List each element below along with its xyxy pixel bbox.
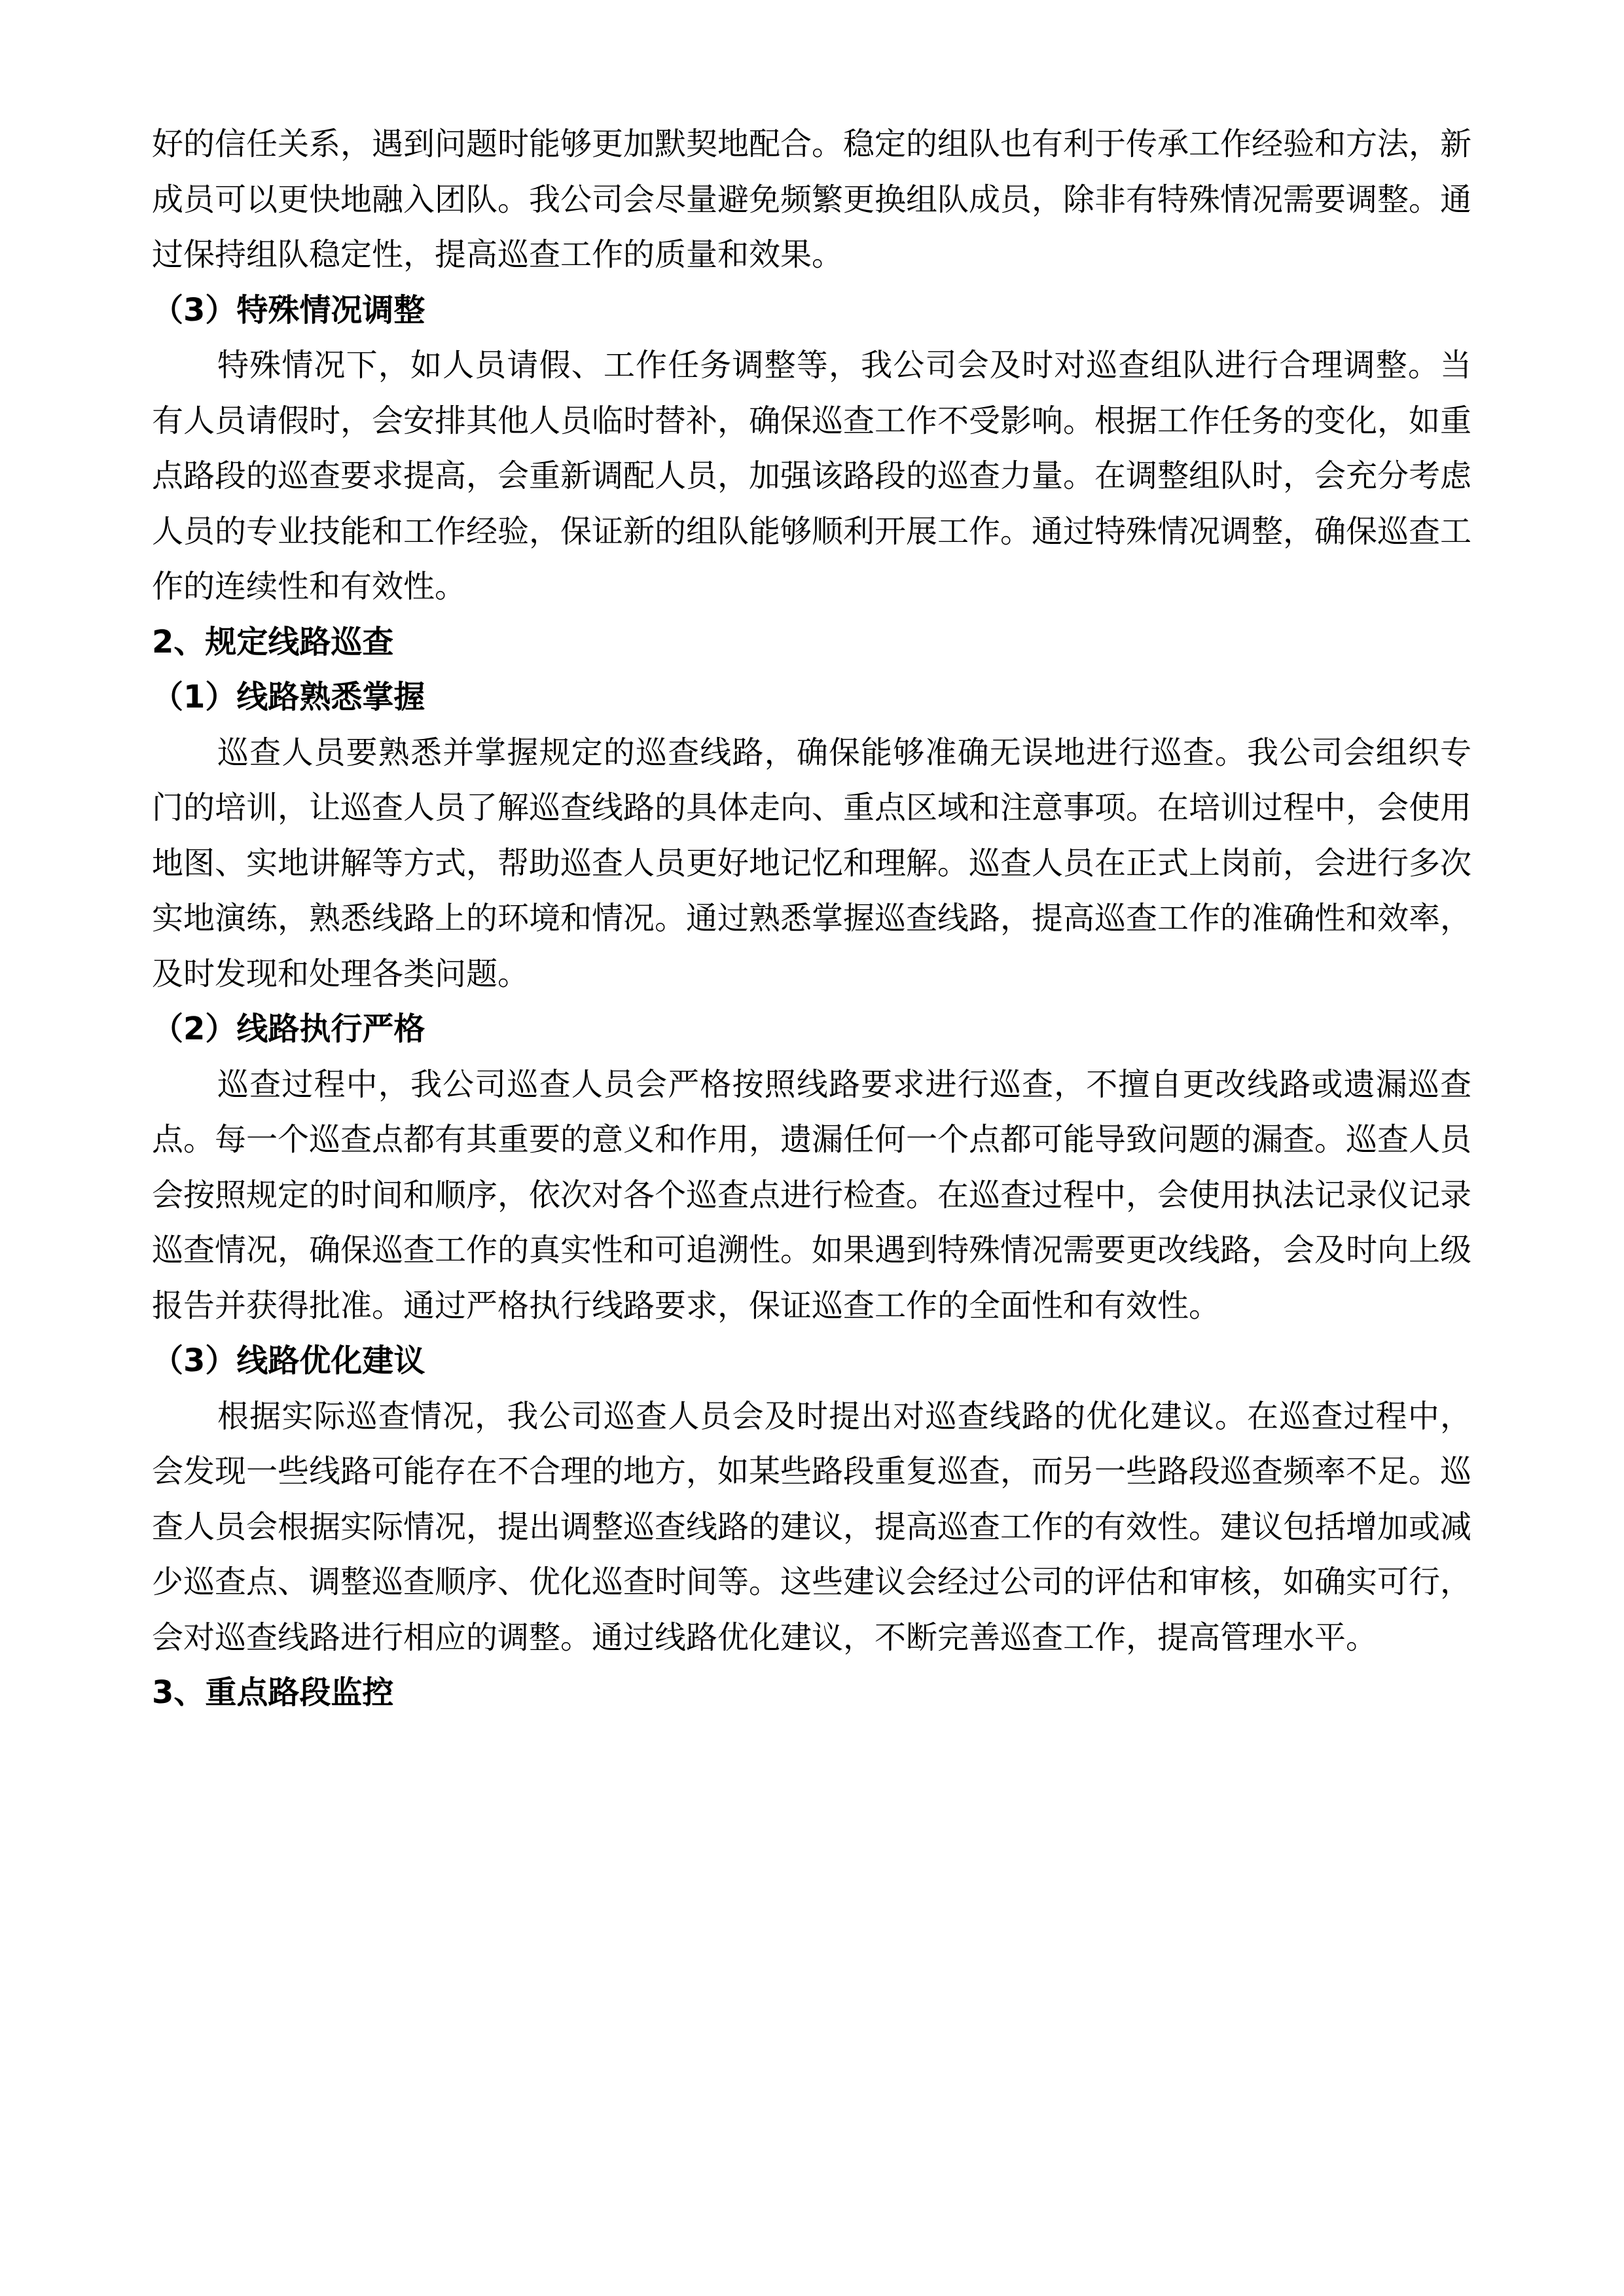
- heading-route-familiarity: （1）线路熟悉掌握: [152, 679, 425, 715]
- paragraph: 根据实际巡查情况，我公司巡查人员会及时提出对巡查线路的优化建议。在巡查过程中，会发现一些线路可能存在不合理的地方，如某些路段重复巡查，而另一些路段巡查频率不足。巡查人员会根据实际情况，提出调整巡查线路的建议，提高巡查工作的有效性。建议包括增加或减少巡查点、调整巡查顺序、优化巡查时间等。这些建议会经过公司的评估和审核，如确实可行，会对巡查线路进行相应的调整。通过线路优化建议，不断完善巡查工作，提高管理水平。: [152, 1397, 1472, 1656]
- paragraph: 好的信任关系，遇到问题时能够更加默契地配合。稳定的组队也有利于传承工作经验和方法，新成员可以更快地融入团队。我公司会尽量避免频繁更换组队成员，除非有特殊情况需要调整。通过保持组队稳定性，提高巡查工作的质量和效果。: [152, 126, 1472, 273]
- paragraph: 巡查过程中，我公司巡查人员会严格按照线路要求进行巡查，不擅自更改线路或遗漏巡查点。每一个巡查点都有其重要的意义和作用，遗漏任何一个点都可能导致问题的漏查。巡查人员会按照规定的时间和顺序，依次对各个巡查点进行检查。在巡查过程中，会使用执法记录仪记录巡查情况，确保巡查工作的真实性和可追溯性。如果遇到特殊情况需要更改线路，会及时向上级报告并获得批准。通过严格执行线路要求，保证巡查工作的全面性和有效性。: [152, 1066, 1472, 1324]
- heading-strict-route-execution: （2）线路执行严格: [152, 1011, 425, 1047]
- document-body: [152, 117, 1471, 1721]
- paragraph: 巡查人员要熟悉并掌握规定的巡查线路，确保能够准确无误地进行巡查。我公司会组织专门的培训，让巡查人员了解巡查线路的具体走向、重点区域和注意事项。在培训过程中，会使用地图、实地讲解等方式，帮助巡查人员更好地记忆和理解。巡查人员在正式上岗前，会进行多次实地演练，熟悉线路上的环境和情况。通过熟悉掌握巡查线路，提高巡查工作的准确性和效率，及时发现和处理各类问题。: [152, 734, 1472, 992]
- heading-key-section-monitoring: 3、重点路段监控: [152, 1674, 394, 1711]
- heading-route-optimization-suggestion: （3）线路优化建议: [152, 1342, 425, 1379]
- heading-special-situation-adjustment: （3）特殊情况调整: [152, 291, 425, 329]
- heading-prescribed-route-patrol: 2、规定线路巡查: [152, 623, 394, 660]
- paragraph: 特殊情况下，如人员请假、工作任务调整等，我公司会及时对巡查组队进行合理调整。当有人员请假时，会安排其他人员临时替补，确保巡查工作不受影响。根据工作任务的变化，如重点路段的巡查要求提高，会重新调配人员，加强该路段的巡查力量。在调整组队时，会充分考虑人员的专业技能和工作经验，保证新的组队能够顺利开展工作。通过特殊情况调整，确保巡查工作的连续性和有效性。: [152, 347, 1472, 605]
